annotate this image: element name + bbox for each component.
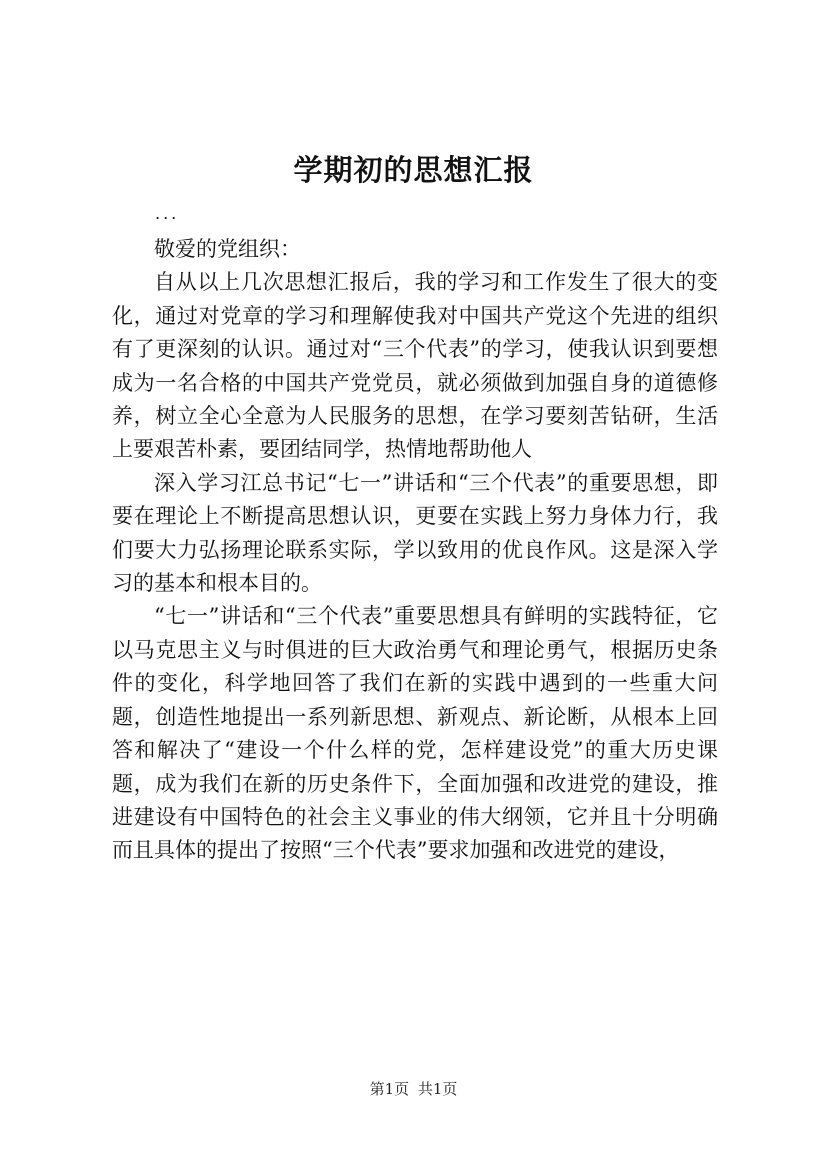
paragraph-2: 深入学习江总书记“七一”讲话和“三个代表”的重要思想，即要在理论上不断提高思想认识，更要在实践上努力身体力行，我们要大力弘扬理论联系实际，学以致用的优良作风。这是深入学习的基本和根本目的。 — [112, 470, 718, 596]
page-total: 共1页 — [417, 1080, 458, 1098]
paragraph-1: 自从以上几次思想汇报后，我的学习和工作发生了很大的变化，通过对党章的学习和理解使我对中国共产党这个先进的组织有了更深刻的认识。通过对“三个代表”的学习，使我认识到要想成为一名合格的中国共产党党员，就必须做到加强自身的道德修养，树立全心全意为人民服务的思想，在学习要刻苦钻研，生活上要艰苦朴素，要团结同学，热情地帮助他人 — [112, 270, 718, 462]
page-number: 第1页 — [369, 1080, 410, 1098]
document-title: 学期初的思想汇报 — [293, 153, 534, 187]
ellipsis-marker: ... — [155, 204, 180, 223]
salutation: 敬爱的党组织： — [154, 237, 301, 261]
page-footer — [0, 1078, 827, 1099]
document-body — [112, 233, 718, 868]
paragraph-3: “七一”讲话和“三个代表”重要思想具有鲜明的实践特征，它以马克思主义与时俱进的巨大政治勇气和理论勇气，根据历史条件的变化，科学地回答了我们在新的实践中遇到的一些重大问题，创造性地提出一系列新思想、新观点、新论断，从根本上回答和解决了“建设一个什么样的党，怎样建设党”的重大历史课题，成为我们在新的历史条件下，全面加强和改进党的建设，推进建设有中国特色的社会主义事业的伟大纲领，它并且十分明确而且具体的提出了按照“三个代表”要求加强和改进党的建设， — [112, 604, 718, 863]
